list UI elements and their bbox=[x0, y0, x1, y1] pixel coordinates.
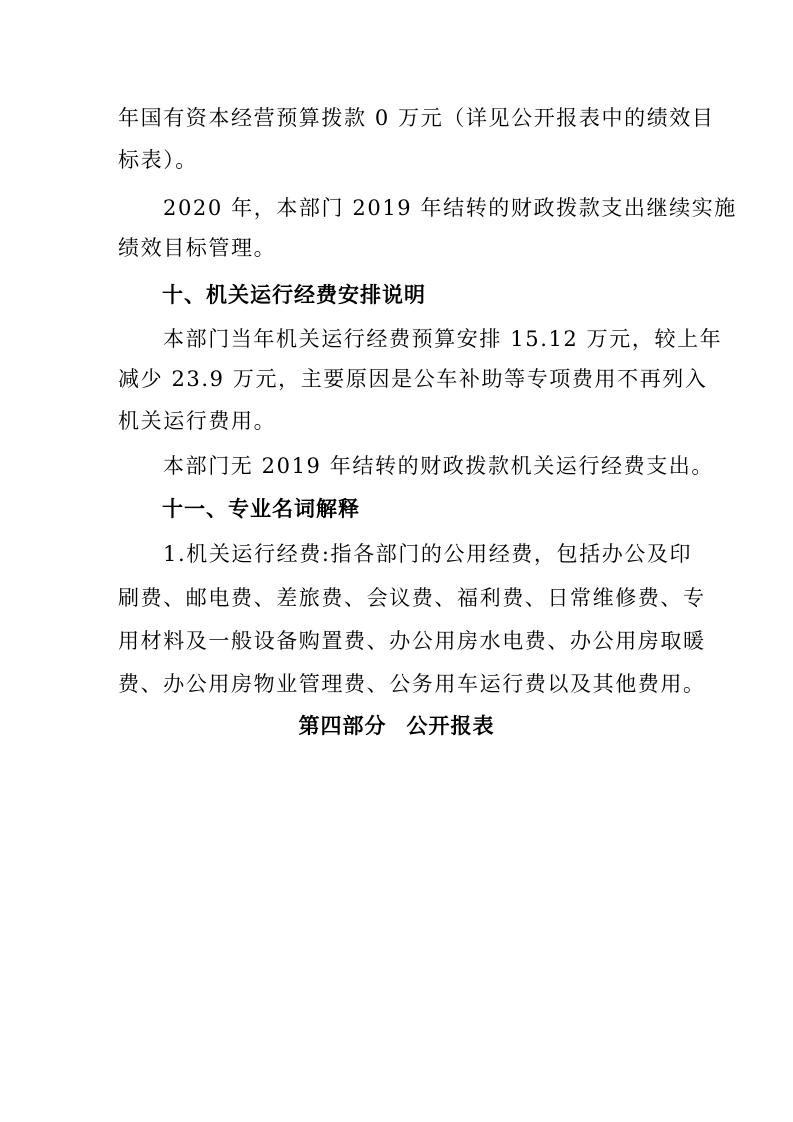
paragraph-line: 费、办公用房物业管理费、公务用车运行费以及其他费用。 bbox=[118, 672, 706, 696]
paragraph-line: 2020 年，本部门 2019 年结转的财政拨款支出继续实施 bbox=[163, 196, 737, 220]
part-heading-number: 第四部分 bbox=[298, 714, 387, 738]
section-heading: 十一、专业名词解释 bbox=[162, 497, 360, 521]
part-heading bbox=[0, 712, 793, 740]
section-heading: 十、机关运行经费安排说明 bbox=[162, 283, 426, 307]
paragraph-line: 机关运行费用。 bbox=[118, 409, 277, 433]
paragraph-line: 年国有资本经营预算拨款 0 万元（详见公开报表中的绩效目 bbox=[118, 106, 715, 130]
paragraph-line: 刷费、邮电费、差旅费、会议费、福利费、日常维修费、专 bbox=[118, 586, 706, 610]
paragraph-line: 用材料及一般设备购置费、办公用房水电费、办公用房取暖 bbox=[118, 629, 706, 653]
paragraph-line: 减少 23.9 万元，主要原因是公车补助等专项费用不再列入 bbox=[118, 367, 708, 391]
paragraph-line: 绩效目标管理。 bbox=[118, 236, 277, 260]
paragraph-line: 本部门当年机关运行经费预算安排 15.12 万元，较上年 bbox=[163, 327, 723, 351]
paragraph-line: 标表）。 bbox=[118, 148, 198, 172]
paragraph-line: 1.机关运行经费:指各部门的公用经费，包括办公及印 bbox=[163, 542, 693, 566]
part-heading-title: 公开报表 bbox=[406, 714, 495, 738]
paragraph-line: 本部门无 2019 年结转的财政拨款机关运行经费支出。 bbox=[163, 454, 714, 478]
